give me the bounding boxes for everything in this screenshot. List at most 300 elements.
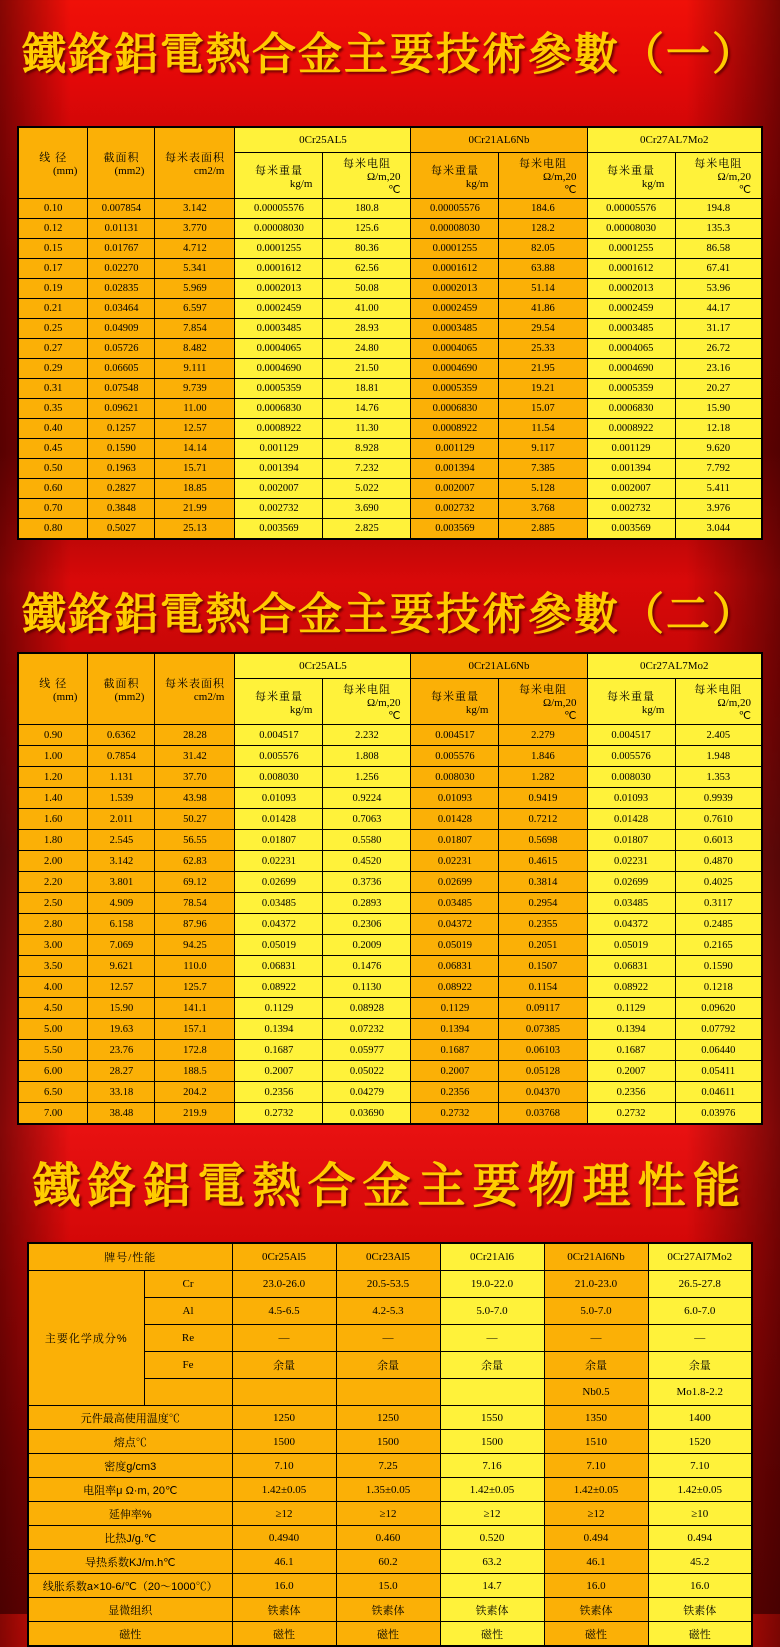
header-unit: cm2/m <box>193 165 225 177</box>
data-cell: 0.002732 <box>411 499 499 519</box>
data-cell: 56.55 <box>155 830 235 851</box>
data-cell: 0.1687 <box>587 1040 675 1061</box>
data-cell: 0.005576 <box>235 746 323 767</box>
header-unit: Ω/m,20 <box>717 697 752 709</box>
data-cell: 21.99 <box>155 499 235 519</box>
table-row <box>18 998 762 1019</box>
resistance-per-meter-header <box>499 153 587 199</box>
data-cell: 9.111 <box>155 359 235 379</box>
table-row <box>18 319 762 339</box>
data-cell: 3.50 <box>18 956 88 977</box>
data-cell: 0.3736 <box>323 872 411 893</box>
table-row <box>18 279 762 299</box>
data-cell: 0.04372 <box>411 914 499 935</box>
data-cell: 2.20 <box>18 872 88 893</box>
data-cell: 5.00 <box>18 1019 88 1040</box>
data-cell: 0.1394 <box>411 1019 499 1040</box>
data-cell: 2.405 <box>675 725 762 746</box>
data-cell: 0.05977 <box>323 1040 411 1061</box>
data-cell: 0.0002459 <box>587 299 675 319</box>
data-cell: 128.2 <box>499 219 587 239</box>
data-cell: 9.739 <box>155 379 235 399</box>
data-cell: 0.0005359 <box>411 379 499 399</box>
data-cell: 0.02699 <box>235 872 323 893</box>
data-cell: 26.72 <box>675 339 762 359</box>
header-label: 每米表面积 <box>164 678 225 690</box>
header-label: 每米重量 <box>430 164 479 177</box>
chem-value-cell: Mo1.8-2.2 <box>648 1379 752 1406</box>
data-cell: 2.011 <box>88 809 155 830</box>
property-value-cell: 1520 <box>648 1430 752 1454</box>
property-value-cell: 0.4940 <box>232 1526 336 1550</box>
data-cell: 0.40 <box>18 419 88 439</box>
table-row <box>18 830 762 851</box>
data-cell: 0.004517 <box>411 725 499 746</box>
data-cell: 69.12 <box>155 872 235 893</box>
data-cell: 0.05019 <box>235 935 323 956</box>
data-cell: 0.21 <box>18 299 88 319</box>
data-cell: 0.07385 <box>499 1019 587 1040</box>
data-cell: 0.05128 <box>499 1061 587 1082</box>
data-cell: 9.621 <box>88 956 155 977</box>
header-label: 每米重量 <box>607 690 655 703</box>
data-cell: 0.7610 <box>675 809 762 830</box>
data-cell: 1.808 <box>323 746 411 767</box>
data-cell: 0.03485 <box>411 893 499 914</box>
data-cell: 0.4520 <box>323 851 411 872</box>
property-value-cell: 磁性 <box>232 1622 336 1647</box>
property-value-cell: 1500 <box>232 1430 336 1454</box>
data-cell: 0.02699 <box>411 872 499 893</box>
header-unit: Ω/m,20 <box>717 171 752 183</box>
chem-value-cell: 余量 <box>648 1352 752 1379</box>
data-cell: 0.01428 <box>587 809 675 830</box>
header-unit: ℃ <box>738 184 752 196</box>
data-cell: 0.04909 <box>88 319 155 339</box>
property-value-cell: ≥10 <box>648 1502 752 1526</box>
data-cell: 0.90 <box>18 725 88 746</box>
data-cell: 5.411 <box>675 479 762 499</box>
data-cell: 0.27 <box>18 339 88 359</box>
data-cell: 0.0004065 <box>587 339 675 359</box>
data-cell: 0.002732 <box>235 499 323 519</box>
data-cell: 0.001129 <box>235 439 323 459</box>
header-label: 每米重量 <box>430 690 479 703</box>
data-cell: 184.6 <box>499 199 587 219</box>
data-cell: 1.846 <box>499 746 587 767</box>
data-cell: 3.801 <box>88 872 155 893</box>
chem-value-cell: 余量 <box>544 1352 648 1379</box>
data-cell: 0.5698 <box>499 830 587 851</box>
data-cell: 0.03768 <box>499 1103 587 1125</box>
data-cell: 0.12 <box>18 219 88 239</box>
table-row <box>18 725 762 746</box>
property-row <box>28 1550 752 1574</box>
data-cell: 0.06103 <box>499 1040 587 1061</box>
data-cell: 0.0004065 <box>411 339 499 359</box>
property-label: 电阻率μ Ω·m, 20℃ <box>28 1478 232 1502</box>
table-row <box>18 767 762 788</box>
data-cell: 7.385 <box>499 459 587 479</box>
data-cell: 15.07 <box>499 399 587 419</box>
header-unit: Ω/m,20 <box>542 697 577 709</box>
resistance-per-meter-header <box>675 153 762 199</box>
data-cell: 63.88 <box>499 259 587 279</box>
property-label: 比热J/g.℃ <box>28 1526 232 1550</box>
data-cell: 0.06831 <box>587 956 675 977</box>
property-value-cell: 46.1 <box>232 1550 336 1574</box>
data-cell: 0.004517 <box>235 725 323 746</box>
data-cell: 0.001394 <box>411 459 499 479</box>
weight-per-meter-header <box>411 153 499 199</box>
chem-value-cell: 4.2-5.3 <box>336 1298 440 1325</box>
data-cell: 0.2051 <box>499 935 587 956</box>
data-cell: 9.620 <box>675 439 762 459</box>
data-cell: 0.02231 <box>587 851 675 872</box>
table-row <box>18 977 762 998</box>
data-cell: 0.0002459 <box>235 299 323 319</box>
cross-section-header <box>88 127 155 199</box>
data-cell: 0.02231 <box>235 851 323 872</box>
data-cell: 23.16 <box>675 359 762 379</box>
data-cell: 0.01428 <box>235 809 323 830</box>
data-cell: 0.2356 <box>411 1082 499 1103</box>
property-label: 元件最高使用温度℃ <box>28 1406 232 1430</box>
data-cell: 0.9224 <box>323 788 411 809</box>
data-cell: 2.545 <box>88 830 155 851</box>
data-cell: 0.0001255 <box>411 239 499 259</box>
data-cell: 8.482 <box>155 339 235 359</box>
data-cell: 0.0002013 <box>587 279 675 299</box>
data-cell: 3.976 <box>675 499 762 519</box>
header-unit: kg/m <box>289 177 313 190</box>
data-cell: 11.54 <box>499 419 587 439</box>
data-cell: 14.76 <box>323 399 411 419</box>
data-cell: 0.2009 <box>323 935 411 956</box>
header-unit: ℃ <box>738 710 752 722</box>
property-value-cell: ≥12 <box>440 1502 544 1526</box>
data-cell: 4.909 <box>88 893 155 914</box>
table-row <box>18 893 762 914</box>
data-cell: 11.00 <box>155 399 235 419</box>
data-cell: 0.0001612 <box>411 259 499 279</box>
data-cell: 1.256 <box>323 767 411 788</box>
data-cell: 7.792 <box>675 459 762 479</box>
data-cell: 2.885 <box>499 519 587 540</box>
property-value-cell: 15.0 <box>336 1574 440 1598</box>
table-row <box>18 419 762 439</box>
data-cell: 7.00 <box>18 1103 88 1125</box>
data-cell: 0.0006830 <box>411 399 499 419</box>
header-label: 截面积 <box>103 678 140 690</box>
data-cell: 110.0 <box>155 956 235 977</box>
property-row <box>28 1454 752 1478</box>
data-cell: 43.98 <box>155 788 235 809</box>
data-cell: 0.08922 <box>587 977 675 998</box>
data-cell: 0.2827 <box>88 479 155 499</box>
data-cell: 0.1507 <box>499 956 587 977</box>
data-cell: 6.597 <box>155 299 235 319</box>
property-value-cell: 1.35±0.05 <box>336 1478 440 1502</box>
data-cell: 0.05411 <box>675 1061 762 1082</box>
header-unit: ℃ <box>564 184 577 196</box>
property-value-cell: 63.2 <box>440 1550 544 1574</box>
data-cell: 0.1476 <box>323 956 411 977</box>
data-cell: 0.1129 <box>411 998 499 1019</box>
data-cell: 0.31 <box>18 379 88 399</box>
data-cell: 29.54 <box>499 319 587 339</box>
data-cell: 1.40 <box>18 788 88 809</box>
table-row <box>18 259 762 279</box>
param-table-1 <box>17 126 763 540</box>
data-cell: 180.8 <box>323 199 411 219</box>
property-value-cell: 磁性 <box>648 1622 752 1647</box>
property-value-cell: 铁素体 <box>544 1598 648 1622</box>
data-cell: 0.004517 <box>587 725 675 746</box>
data-cell: 0.005576 <box>587 746 675 767</box>
data-cell: 0.04611 <box>675 1082 762 1103</box>
property-row <box>28 1478 752 1502</box>
data-cell: 141.1 <box>155 998 235 1019</box>
data-cell: 5.50 <box>18 1040 88 1061</box>
data-cell: 0.02270 <box>88 259 155 279</box>
data-cell: 0.50 <box>18 459 88 479</box>
data-cell: 50.27 <box>155 809 235 830</box>
alloy-column-header: 0Cr25Al5 <box>232 1243 336 1271</box>
table-row <box>18 499 762 519</box>
header-unit: cm2/m <box>193 691 225 703</box>
table-row <box>18 1019 762 1040</box>
data-cell: 0.1687 <box>411 1040 499 1061</box>
data-cell: 5.341 <box>155 259 235 279</box>
section-title-params-2: 鐵鉻鋁電熱合金主要技術參數（二） <box>22 589 758 640</box>
table-row <box>18 1103 762 1125</box>
data-cell: 86.58 <box>675 239 762 259</box>
data-cell: 0.3814 <box>499 872 587 893</box>
data-cell: 2.279 <box>499 725 587 746</box>
property-value-cell: 16.0 <box>648 1574 752 1598</box>
data-cell: 82.05 <box>499 239 587 259</box>
property-value-cell: 60.2 <box>336 1550 440 1574</box>
property-value-cell: 16.0 <box>544 1574 648 1598</box>
resistance-per-meter-header <box>323 153 411 199</box>
data-cell: 33.18 <box>88 1082 155 1103</box>
data-cell: 4.00 <box>18 977 88 998</box>
data-cell: 0.04279 <box>323 1082 411 1103</box>
data-cell: 0.08928 <box>323 998 411 1019</box>
data-cell: 11.30 <box>323 419 411 439</box>
data-cell: 20.27 <box>675 379 762 399</box>
data-cell: 21.50 <box>323 359 411 379</box>
data-cell: 15.71 <box>155 459 235 479</box>
data-cell: 12.57 <box>88 977 155 998</box>
data-cell: 0.01428 <box>411 809 499 830</box>
data-cell: 0.15 <box>18 239 88 259</box>
data-cell: 0.0001612 <box>587 259 675 279</box>
header-label: 每米重量 <box>607 164 655 177</box>
data-cell: 0.09621 <box>88 399 155 419</box>
data-cell: 0.3848 <box>88 499 155 519</box>
data-cell: 0.06831 <box>235 956 323 977</box>
data-cell: 0.1394 <box>587 1019 675 1040</box>
data-cell: 1.131 <box>88 767 155 788</box>
table-row <box>18 399 762 419</box>
property-value-cell: 7.10 <box>648 1454 752 1478</box>
surface-area-header <box>155 653 235 725</box>
property-label: 线胀系数a×10-6/℃（20～1000℃） <box>28 1574 232 1598</box>
table-row <box>18 872 762 893</box>
header-unit: (mm2) <box>114 691 145 703</box>
alloy-header: 0Cr21AL6Nb <box>411 127 587 153</box>
data-cell: 3.00 <box>18 935 88 956</box>
data-cell: 3.770 <box>155 219 235 239</box>
data-cell: 19.63 <box>88 1019 155 1040</box>
weight-per-meter-header <box>235 153 323 199</box>
data-cell: 0.05019 <box>587 935 675 956</box>
data-cell: 0.05019 <box>411 935 499 956</box>
alloy-header: 0Cr27AL7Mo2 <box>587 127 762 153</box>
data-cell: 3.142 <box>88 851 155 872</box>
data-cell: 172.8 <box>155 1040 235 1061</box>
data-cell: 0.25 <box>18 319 88 339</box>
data-cell: 6.158 <box>88 914 155 935</box>
data-cell: 62.83 <box>155 851 235 872</box>
data-cell: 6.50 <box>18 1082 88 1103</box>
header-label: 每米电阻 <box>518 158 567 170</box>
table-row <box>18 914 762 935</box>
section-title-physical: 鐵鉻鋁電熱合金主要物理性能 <box>32 1158 748 1214</box>
element-label <box>144 1379 232 1406</box>
data-cell: 0.1687 <box>235 1040 323 1061</box>
data-cell: 157.1 <box>155 1019 235 1040</box>
data-cell: 0.04372 <box>587 914 675 935</box>
data-cell: 0.0003485 <box>235 319 323 339</box>
property-value-cell: 45.2 <box>648 1550 752 1574</box>
property-value-cell: 7.16 <box>440 1454 544 1478</box>
data-cell: 0.02835 <box>88 279 155 299</box>
data-cell: 0.0008922 <box>587 419 675 439</box>
data-cell: 0.4870 <box>675 851 762 872</box>
data-cell: 0.03485 <box>235 893 323 914</box>
data-cell: 0.005576 <box>411 746 499 767</box>
table-row <box>18 1082 762 1103</box>
data-cell: 0.0002013 <box>235 279 323 299</box>
data-cell: 12.18 <box>675 419 762 439</box>
property-row <box>28 1526 752 1550</box>
element-label: Cr <box>144 1271 232 1298</box>
data-cell: 0.17 <box>18 259 88 279</box>
data-cell: 0.2954 <box>499 893 587 914</box>
property-value-cell: 0.460 <box>336 1526 440 1550</box>
data-cell: 2.825 <box>323 519 411 540</box>
chem-value-cell: 23.0-26.0 <box>232 1271 336 1298</box>
header-row <box>28 1243 752 1271</box>
data-cell: 15.90 <box>675 399 762 419</box>
data-cell: 78.54 <box>155 893 235 914</box>
data-cell: 0.00005576 <box>587 199 675 219</box>
property-label: 磁性 <box>28 1622 232 1647</box>
data-cell: 62.56 <box>323 259 411 279</box>
element-label: Al <box>144 1298 232 1325</box>
alloy-header: 0Cr25AL5 <box>235 653 411 679</box>
table-row <box>18 956 762 977</box>
table-row <box>18 851 762 872</box>
data-cell: 6.00 <box>18 1061 88 1082</box>
data-cell: 0.1590 <box>675 956 762 977</box>
chem-value-cell: 26.5-27.8 <box>648 1271 752 1298</box>
data-cell: 3.044 <box>675 519 762 540</box>
data-cell: 25.13 <box>155 519 235 540</box>
table-row <box>18 219 762 239</box>
header-label: 截面积 <box>103 152 140 164</box>
data-cell: 0.2356 <box>587 1082 675 1103</box>
alloy-header-row <box>18 653 762 679</box>
resistance-per-meter-header <box>499 679 587 725</box>
data-cell: 0.45 <box>18 439 88 459</box>
chem-value-cell: — <box>440 1325 544 1352</box>
data-cell: 24.80 <box>323 339 411 359</box>
data-cell: 5.022 <box>323 479 411 499</box>
chem-group-label: 主要化学成分% <box>28 1271 144 1406</box>
data-cell: 1.353 <box>675 767 762 788</box>
data-cell: 12.57 <box>155 419 235 439</box>
header-label: 每米电阻 <box>518 684 567 696</box>
data-cell: 0.1129 <box>235 998 323 1019</box>
data-cell: 0.02699 <box>587 872 675 893</box>
property-value-cell: 0.520 <box>440 1526 544 1550</box>
data-cell: 0.0001255 <box>235 239 323 259</box>
chem-value-cell: 5.0-7.0 <box>440 1298 544 1325</box>
property-value-cell: 1500 <box>440 1430 544 1454</box>
data-cell: 0.0004065 <box>235 339 323 359</box>
data-cell: 3.690 <box>323 499 411 519</box>
data-cell: 0.00005576 <box>235 199 323 219</box>
chem-value-cell <box>232 1379 336 1406</box>
wire-diameter-header <box>18 127 88 199</box>
header-label: 每米电阻 <box>342 684 391 696</box>
header-unit: ℃ <box>564 710 577 722</box>
property-value-cell: ≥12 <box>544 1502 648 1526</box>
data-cell: 1.80 <box>18 830 88 851</box>
table-row <box>18 479 762 499</box>
header-label: 每米重量 <box>254 690 303 703</box>
table-row <box>18 809 762 830</box>
data-cell: 0.0005359 <box>235 379 323 399</box>
property-value-cell: 1.42±0.05 <box>232 1478 336 1502</box>
header-unit: ℃ <box>388 184 401 196</box>
property-value-cell: 1550 <box>440 1406 544 1430</box>
data-cell: 0.01093 <box>411 788 499 809</box>
property-value-cell: 1250 <box>336 1406 440 1430</box>
data-cell: 0.06831 <box>411 956 499 977</box>
chem-value-cell <box>336 1379 440 1406</box>
data-cell: 31.17 <box>675 319 762 339</box>
alloy-header: 0Cr27AL7Mo2 <box>587 653 762 679</box>
property-label: 密度g/cm3 <box>28 1454 232 1478</box>
header-unit: kg/m <box>289 703 313 716</box>
data-cell: 0.2306 <box>323 914 411 935</box>
table-row <box>18 935 762 956</box>
data-cell: 23.76 <box>88 1040 155 1061</box>
data-cell: 51.14 <box>499 279 587 299</box>
property-value-cell: 16.0 <box>232 1574 336 1598</box>
property-label: 熔点℃ <box>28 1430 232 1454</box>
data-cell: 0.0002459 <box>411 299 499 319</box>
table-row <box>18 199 762 219</box>
weight-per-meter-header <box>411 679 499 725</box>
data-cell: 0.00008030 <box>411 219 499 239</box>
property-value-cell: 磁性 <box>336 1622 440 1647</box>
